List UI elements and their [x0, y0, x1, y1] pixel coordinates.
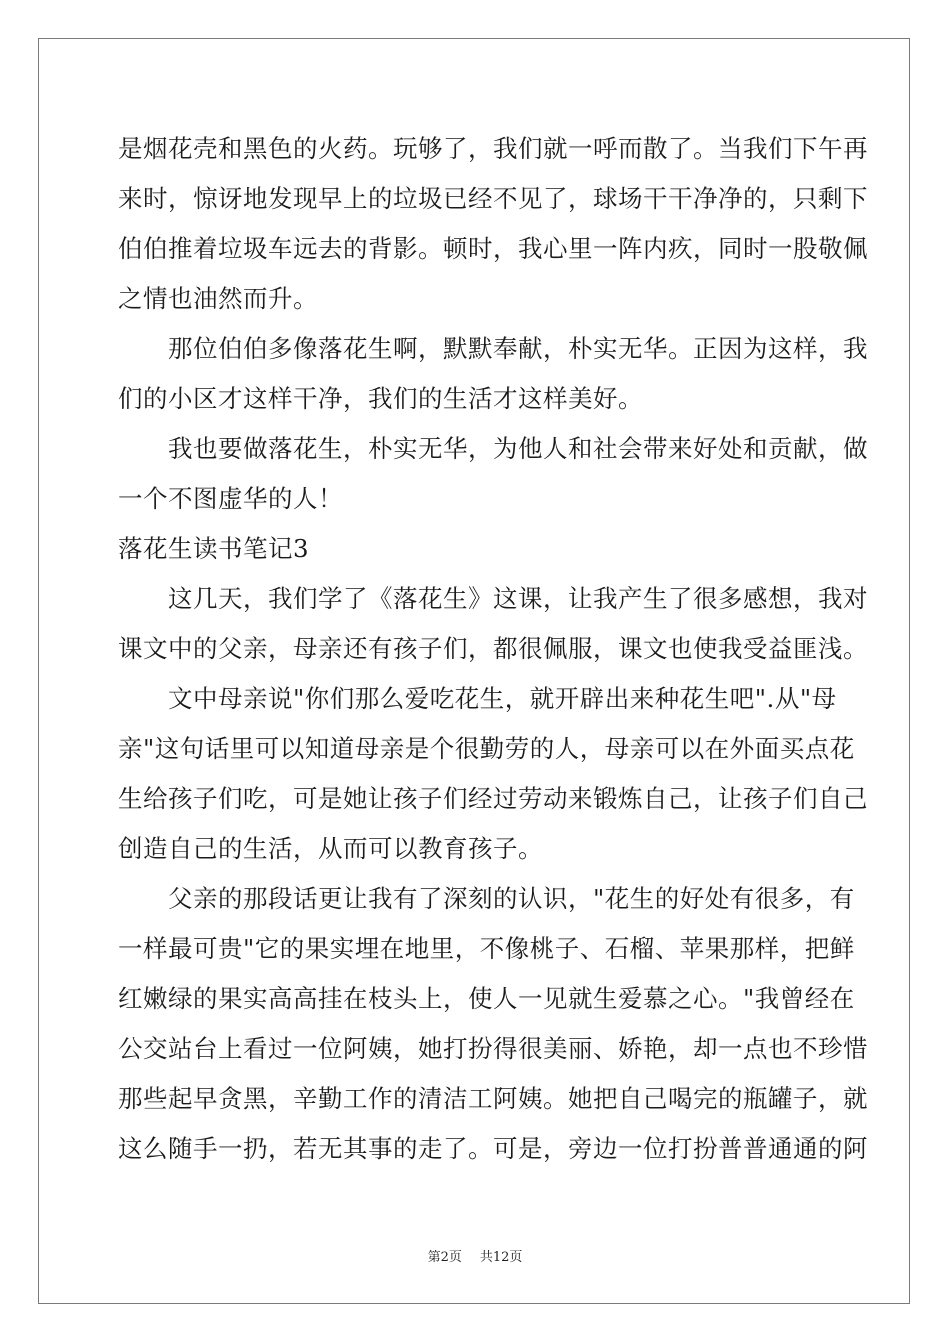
text-line: 一样最可贵"它的果实埋在地里，不像桃子、石榴、苹果那样，把鲜 [118, 934, 855, 963]
section-heading: 落花生读书笔记3 [118, 534, 310, 563]
text-line: 来时，惊讶地发现早上的垃圾已经不见了，球场干干净净的，只剩下 [118, 184, 868, 213]
text-line: 是烟花壳和黑色的火药。玩够了，我们就一呼而散了。当我们下午再 [118, 134, 868, 163]
page-footer [0, 1250, 950, 1266]
text-line: 公交站台上看过一位阿姨，她打扮得很美丽、娇艳，却一点也不珍惜 [118, 1034, 868, 1063]
text-line: 生给孩子们吃，可是她让孩子们经过劳动来锻炼自己，让孩子们自己 [118, 784, 868, 813]
text-line: 文中母亲说"你们那么爱吃花生，就开辟出来种花生吧".从"母 [118, 684, 837, 713]
text-line: 这么随手一扔，若无其事的走了。可是，旁边一位打扮普普通通的阿 [118, 1134, 868, 1163]
text-line: 那些起早贪黑，辛勤工作的清洁工阿姨。她把自己喝完的瓶罐子，就 [118, 1084, 868, 1113]
text-line: 们的小区才这样干净，我们的生活才这样美好。 [118, 384, 643, 413]
text-line: 这几天，我们学了《落花生》这课，让我产生了很多感想，我对 [118, 584, 868, 613]
page-number: 第2页 [427, 1250, 462, 1265]
text-line: 创造自己的生活，从而可以教育孩子。 [118, 834, 543, 863]
text-line: 我也要做落花生，朴实无华，为他人和社会带来好处和贡献，做 [118, 434, 868, 463]
text-line: 亲"这句话里可以知道母亲是个很勤劳的人，母亲可以在外面买点花 [118, 734, 855, 763]
text-line: 伯伯推着垃圾车远去的背影。顿时，我心里一阵内疚，同时一股敬佩 [118, 234, 868, 263]
text-line: 之情也油然而升。 [118, 284, 318, 313]
text-line: 一个不图虚华的人！ [118, 484, 343, 513]
text-line: 红嫩绿的果实高高挂在枝头上，使人一见就生爱慕之心。"我曾经在 [118, 984, 855, 1013]
text-line: 那位伯伯多像落花生啊，默默奉献，朴实无华。正因为这样，我 [118, 334, 868, 363]
text-line: 课文中的父亲，母亲还有孩子们，都很佩服，课文也使我受益匪浅。 [118, 634, 868, 663]
page-border [38, 38, 910, 1304]
text-line: 父亲的那段话更让我有了深刻的认识，"花生的好处有很多，有 [118, 884, 855, 913]
page-total: 共12页 [479, 1250, 523, 1265]
